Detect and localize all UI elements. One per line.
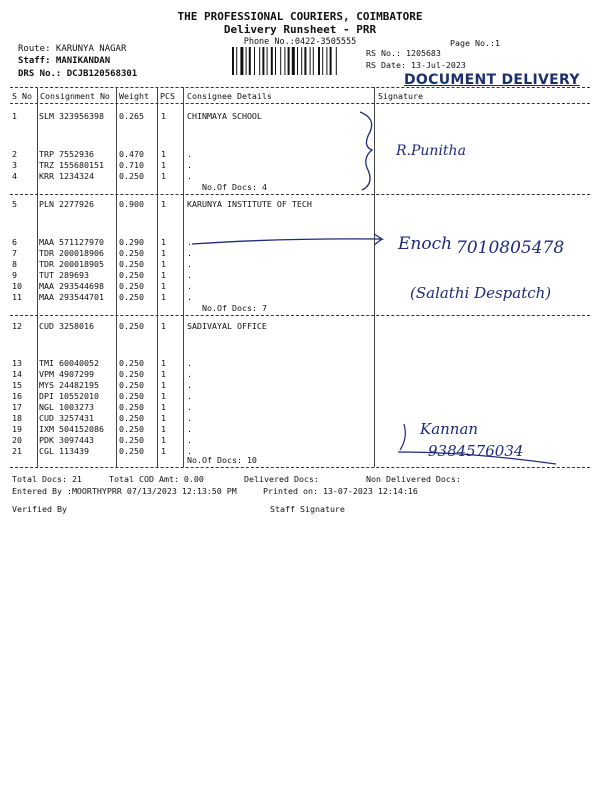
consignment-no: TDR 200018905 <box>39 259 104 269</box>
printed-on: Printed on: 13-07-2023 12:14:16 <box>263 486 418 496</box>
weight: 0.250 <box>119 248 144 258</box>
weight: 0.290 <box>119 237 144 247</box>
total-cod: Total COD Amt: 0.00 <box>109 474 204 484</box>
company-name: THE PROFESSIONAL COURIERS, COIMBATORE <box>177 10 423 23</box>
pcs: 1 <box>161 358 166 368</box>
weight: 0.470 <box>119 149 144 159</box>
weight: 0.250 <box>119 321 144 331</box>
pcs: 1 <box>161 321 166 331</box>
consignment-no: MAA 293544698 <box>39 281 104 291</box>
handwritten-phone: 7010805478 <box>456 238 565 258</box>
brace-mark <box>360 112 372 190</box>
consignment-no: CUD 3258016 <box>39 321 94 331</box>
sno: 7 <box>12 248 17 258</box>
consignee-details: . <box>187 358 192 368</box>
sno: 10 <box>12 281 22 291</box>
sno: 2 <box>12 149 17 159</box>
pcs: 1 <box>161 369 166 379</box>
col-weight: Weight <box>119 91 149 101</box>
page-number: Page No.:1 <box>450 38 500 48</box>
consignee-details: . <box>187 413 192 423</box>
docs-count: No.Of Docs: 7 <box>202 303 267 313</box>
consignee-details: . <box>187 270 192 280</box>
consignee-details: . <box>187 446 192 456</box>
delivered-docs: Delivered Docs: <box>244 474 319 484</box>
pcs: 1 <box>161 281 166 291</box>
weight: 0.250 <box>119 424 144 434</box>
drs-number: DRS No.: DCJB120568301 <box>18 69 138 79</box>
col-consignment: Consignment No <box>40 91 110 101</box>
consignment-no: MAA 571127970 <box>39 237 104 247</box>
consignee-details: . <box>187 402 192 412</box>
consignment-no: TMI 60040052 <box>39 358 99 368</box>
sno: 16 <box>12 391 22 401</box>
pcs: 1 <box>161 199 166 209</box>
weight: 0.250 <box>119 402 144 412</box>
pcs: 1 <box>161 424 166 434</box>
total-docs: Total Docs: 21 <box>12 474 82 484</box>
sno: 18 <box>12 413 22 423</box>
consignee-name: CHINMAYA SCHOOL <box>187 111 262 121</box>
pcs: 1 <box>161 248 166 258</box>
pcs: 1 <box>161 292 166 302</box>
non-delivered-docs: Non Delivered Docs: <box>366 474 461 484</box>
pcs: 1 <box>161 160 166 170</box>
weight: 0.900 <box>119 199 144 209</box>
weight: 0.250 <box>119 435 144 445</box>
sno: 12 <box>12 321 22 331</box>
consignment-no: IXM 504152086 <box>39 424 104 434</box>
pcs: 1 <box>161 171 166 181</box>
col-signature: Signature <box>378 91 423 101</box>
pcs: 1 <box>161 111 166 121</box>
rs-date: RS Date: 13-Jul-2023 <box>366 60 466 70</box>
pcs: 1 <box>161 391 166 401</box>
weight: 0.265 <box>119 111 144 121</box>
consignment-no: TRP 7552936 <box>39 149 94 159</box>
weight: 0.250 <box>119 292 144 302</box>
consignment-no: NGL 1003273 <box>39 402 94 412</box>
sno: 13 <box>12 358 22 368</box>
document-delivery-stamp: DOCUMENT DELIVERY <box>404 72 580 88</box>
sno: 14 <box>12 369 22 379</box>
pcs: 1 <box>161 237 166 247</box>
consignee-details: . <box>187 369 192 379</box>
sno: 20 <box>12 435 22 445</box>
handwritten-phone: 9384576034 <box>428 442 524 460</box>
consignment-no: PDK 3097443 <box>39 435 94 445</box>
weight: 0.250 <box>119 391 144 401</box>
consignee-details: . <box>187 171 192 181</box>
weight: 0.250 <box>119 369 144 379</box>
consignee-details: . <box>187 281 192 291</box>
consignment-no: SLM 323956398 <box>39 111 104 121</box>
signature-enoch: Enoch <box>398 234 453 254</box>
weight: 0.250 <box>119 281 144 291</box>
sno: 19 <box>12 424 22 434</box>
consignment-no: CUD 3257431 <box>39 413 94 423</box>
doc-title: Delivery Runsheet - PRR <box>223 23 377 36</box>
pcs: 1 <box>161 270 166 280</box>
consignee-details: . <box>187 424 192 434</box>
entered-by: Entered By :MOORTHYPRR 07/13/2023 12:13:50 PM <box>12 486 237 496</box>
pcs: 1 <box>161 435 166 445</box>
weight: 0.250 <box>119 171 144 181</box>
sno: 1 <box>12 111 17 121</box>
sno: 9 <box>12 270 17 280</box>
sno: 11 <box>12 292 22 302</box>
staff: Staff: MANIKANDAN <box>18 56 111 66</box>
weight: 0.250 <box>119 259 144 269</box>
signature-salathi: (Salathi Despatch) <box>410 284 552 302</box>
pcs: 1 <box>161 149 166 159</box>
sno: 6 <box>12 237 17 247</box>
consignee-details: . <box>187 248 192 258</box>
weight: 0.250 <box>119 446 144 456</box>
consignment-no: MYS 24482195 <box>39 380 99 390</box>
sno: 17 <box>12 402 22 412</box>
pcs: 1 <box>161 259 166 269</box>
signature-punitha: R.Punitha <box>396 143 466 159</box>
consignee-details: . <box>187 292 192 302</box>
consignee-name: SADIVAYAL OFFICE <box>187 321 267 331</box>
consignment-no: PLN 2277926 <box>39 199 94 209</box>
consignee-details: . <box>187 259 192 269</box>
consignment-no: KRR 1234324 <box>39 171 94 181</box>
phone-number: Phone No.:0422-3505555 <box>243 37 357 47</box>
verified-by: Verified By <box>12 504 67 514</box>
sno: 3 <box>12 160 17 170</box>
consignee-details: . <box>187 149 192 159</box>
pcs: 1 <box>161 446 166 456</box>
signature-kannan: Kannan <box>420 420 479 438</box>
weight: 0.250 <box>119 358 144 368</box>
col-sno: S No <box>12 91 32 101</box>
consignment-no: DPI 10552010 <box>39 391 99 401</box>
pcs: 1 <box>161 413 166 423</box>
pcs: 1 <box>161 380 166 390</box>
consignment-no: TDR 200018906 <box>39 248 104 258</box>
arrow-mark <box>192 234 382 245</box>
col-details: Consignee Details <box>187 91 272 101</box>
rs-number: RS No.: 1205683 <box>366 48 441 58</box>
weight: 0.250 <box>119 270 144 280</box>
consignee-name: KARUNYA INSTITUTE OF TECH <box>187 199 312 209</box>
route: Route: KARUNYA NAGAR <box>18 44 127 54</box>
consignment-no: TRZ 155680151 <box>39 160 104 170</box>
consignee-details: . <box>187 380 192 390</box>
weight: 0.250 <box>119 380 144 390</box>
consignee-details: . <box>187 237 192 247</box>
consignment-no: MAA 293544701 <box>39 292 104 302</box>
weight: 0.710 <box>119 160 144 170</box>
weight: 0.250 <box>119 413 144 423</box>
consignee-details: . <box>187 435 192 445</box>
consignee-details: . <box>187 160 192 170</box>
staff-signature-label: Staff Signature <box>270 504 345 514</box>
consignment-no: CGL 113439 <box>39 446 89 456</box>
consignment-no: VPM 4907299 <box>39 369 94 379</box>
sno: 4 <box>12 171 17 181</box>
consignment-no: TUT 289693 <box>39 270 89 280</box>
sno: 8 <box>12 259 17 269</box>
sno: 5 <box>12 199 17 209</box>
consignee-details: . <box>187 391 192 401</box>
pcs: 1 <box>161 402 166 412</box>
docs-count: No.Of Docs: 10 <box>187 455 257 465</box>
col-pcs: PCS <box>160 91 175 101</box>
sno: 21 <box>12 446 22 456</box>
sno: 15 <box>12 380 22 390</box>
docs-count: No.Of Docs: 4 <box>202 182 267 192</box>
